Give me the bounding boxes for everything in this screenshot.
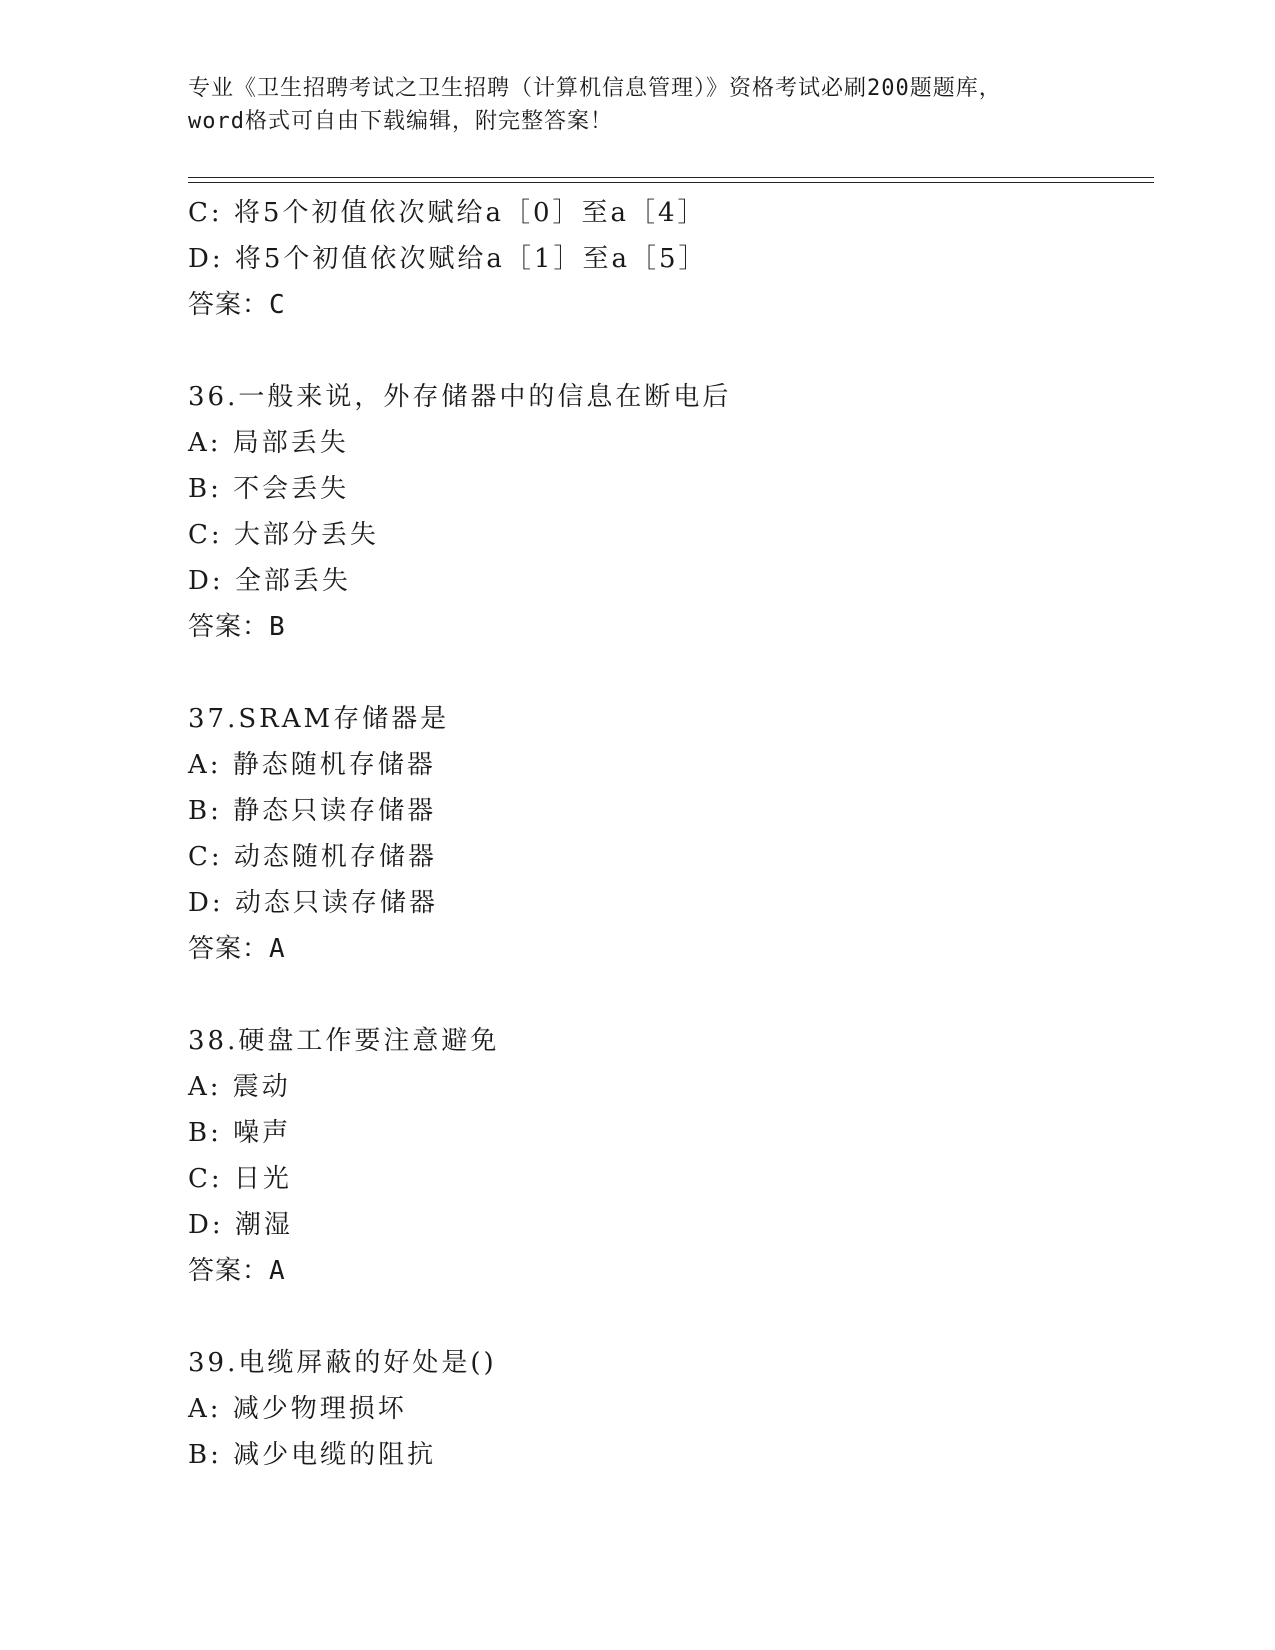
- document-header: [188, 72, 1088, 138]
- option-a: A: 减少物理损坏: [188, 1394, 407, 1424]
- question-stem: 38.硬盘工作要注意避免: [188, 1026, 500, 1056]
- option-d: D: 将5个初值依次赋给a［1］至a［5］: [188, 244, 708, 274]
- option-c: C: 日光: [188, 1164, 292, 1194]
- option-d: D: 潮湿: [188, 1210, 293, 1240]
- option-b: B: 不会丢失: [188, 474, 350, 504]
- option-c: C: 将5个初值依次赋给a［0］至a［4］: [188, 198, 707, 228]
- option-c: C: 大部分丢失: [188, 520, 379, 550]
- question-list: [188, 190, 1148, 1478]
- option-b: B: 减少电缆的阻抗: [188, 1440, 437, 1470]
- spacer: [188, 328, 1148, 374]
- spacer: [188, 650, 1148, 696]
- header-title-line-1: 专业《卫生招聘考试之卫生招聘（计算机信息管理）》资格考试必刷200题题库，: [188, 76, 1002, 101]
- header-divider-bottom: [188, 182, 1154, 183]
- option-a: A: 震动: [188, 1072, 291, 1102]
- option-a: A: 静态随机存储器: [188, 750, 436, 780]
- option-b: B: 噪声: [188, 1118, 292, 1148]
- spacer: [188, 1294, 1148, 1340]
- question-stem: 36.一般来说，外存储器中的信息在断电后: [188, 382, 732, 412]
- answer-line: 答案：C: [188, 290, 286, 320]
- header-title-line-2: word格式可自由下载编辑，附完整答案！: [188, 109, 613, 134]
- question-stem: 37.SRAM存储器是: [188, 704, 450, 734]
- option-b: B: 静态只读存储器: [188, 796, 437, 826]
- option-c: C: 动态随机存储器: [188, 842, 437, 872]
- header-divider-top: [188, 177, 1154, 178]
- question-stem: 39.电缆屏蔽的好处是(): [188, 1348, 497, 1378]
- answer-line: 答案：A: [188, 934, 286, 964]
- answer-line: 答案：A: [188, 1256, 286, 1286]
- option-d: D: 全部丢失: [188, 566, 351, 596]
- option-d: D: 动态只读存储器: [188, 888, 438, 918]
- spacer: [188, 972, 1148, 1018]
- option-a: A: 局部丢失: [188, 428, 349, 458]
- answer-line: 答案：B: [188, 612, 286, 642]
